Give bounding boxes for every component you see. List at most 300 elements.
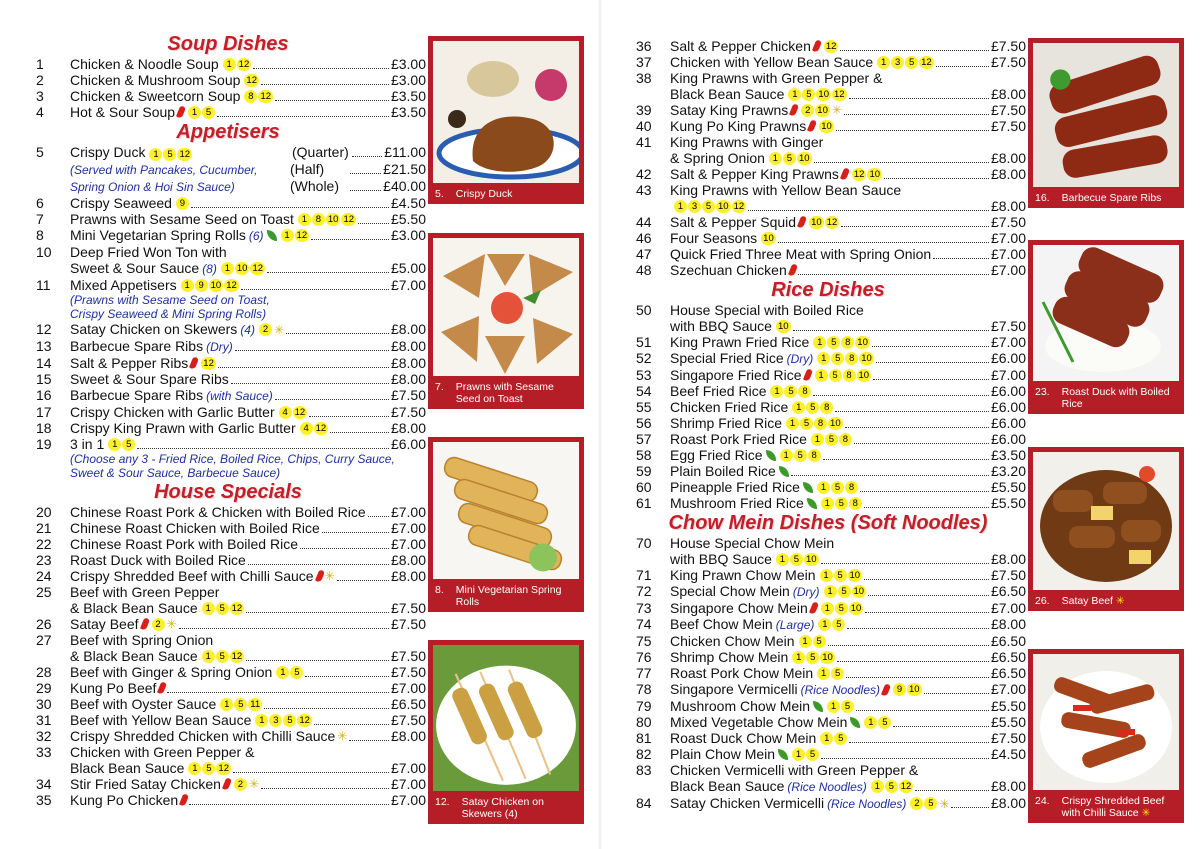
allergen-badge: 1 <box>770 385 783 398</box>
allergen-badge: 5 <box>813 635 826 648</box>
item-line <box>670 665 1026 681</box>
item-body <box>70 776 426 792</box>
dot-leader <box>235 350 389 351</box>
allergen-badge: 12 <box>252 263 264 274</box>
menu-item <box>630 415 1026 431</box>
dot-leader <box>847 628 989 629</box>
allergen-badge: 5 <box>783 152 796 165</box>
dot-leader <box>322 532 389 533</box>
item-line <box>70 404 426 420</box>
item-number: 29 <box>36 680 52 696</box>
item-price: £7.50 <box>390 404 426 420</box>
item-number: 5 <box>36 144 44 160</box>
allergen-badge: 12 <box>179 149 191 160</box>
item-number: 79 <box>636 698 652 714</box>
item-body <box>70 504 426 520</box>
allergen-badge: 5 <box>825 433 838 446</box>
item-number: 42 <box>636 166 652 182</box>
item-number: 70 <box>636 535 652 551</box>
chili-icon <box>802 368 812 381</box>
allergen-badge: 8 <box>820 401 833 414</box>
allergen-tags <box>776 320 791 333</box>
item-price: £6.50 <box>390 696 426 712</box>
item-number: 61 <box>636 495 652 511</box>
allergen-badge: 5 <box>234 698 247 711</box>
item-name: House Special Chow Mein <box>670 535 835 551</box>
menu-item <box>630 118 1026 134</box>
item-body <box>670 182 1026 214</box>
item-price: £8.00 <box>990 198 1026 214</box>
item-name: House Special with Boiled Rice <box>670 302 864 318</box>
dot-leader <box>860 491 989 492</box>
item-line <box>670 616 1026 633</box>
item-line <box>670 746 1026 762</box>
menu-item <box>30 584 426 616</box>
allergen-tags <box>824 40 839 53</box>
item-name: Quick Fried Three Meat with Spring Onion <box>670 246 932 262</box>
allergen-badge: 5 <box>834 732 847 745</box>
item-line <box>70 195 426 211</box>
allergen-badge: 5 <box>829 369 842 382</box>
item-name: Satay King Prawns <box>670 102 789 118</box>
item-line <box>670 214 1026 230</box>
item-name: Roast Pork Fried Rice <box>670 431 807 447</box>
item-portion-note: (Rice Noodles) <box>827 797 907 811</box>
item-name: Chinese Roast Pork & Chicken with Boiled Rice <box>70 504 366 520</box>
item-number: 44 <box>636 214 652 230</box>
allergen-tags <box>202 650 245 663</box>
item-name: Black Bean Sauce <box>670 778 785 794</box>
dot-leader <box>305 676 389 677</box>
menu-item <box>30 504 426 520</box>
item-portion-note: (4) <box>240 323 255 337</box>
item-line <box>670 730 1026 746</box>
allergen-tags <box>244 90 273 103</box>
item-number: 10 <box>36 244 52 260</box>
item-line <box>70 600 426 616</box>
item-name: King Prawns with Green Pepper & <box>670 70 883 86</box>
item-name: Chicken with Green Pepper & <box>70 744 255 760</box>
item-body <box>670 246 1026 262</box>
allergen-badge: 12 <box>825 40 837 52</box>
portion-label: (Half) <box>290 161 325 177</box>
allergen-tags <box>281 229 310 242</box>
allergen-badge: 5 <box>831 352 844 365</box>
item-price: £4.50 <box>990 746 1026 762</box>
allergen-badge: 10 <box>849 569 861 581</box>
menu-item <box>630 746 1026 762</box>
item-body <box>70 536 426 552</box>
item-line <box>70 776 426 792</box>
menu-item <box>30 436 426 480</box>
menu-item <box>30 195 426 211</box>
item-name: & Spring Onion <box>670 150 765 166</box>
vegetarian-leaf-icon <box>779 466 789 477</box>
item-line <box>70 744 426 760</box>
section-title: House Specials <box>154 481 302 503</box>
allergen-badge: 10 <box>210 279 222 291</box>
allergen-tags <box>788 88 846 101</box>
photo-card <box>428 437 584 612</box>
allergen-badge: 5 <box>835 602 848 615</box>
item-name: & Black Bean Sauce <box>70 648 198 664</box>
allergen-tags <box>223 58 252 71</box>
item-number: 50 <box>636 302 652 318</box>
chili-icon <box>157 681 167 694</box>
menu-item <box>30 616 426 632</box>
item-number: 21 <box>36 520 52 536</box>
item-line <box>670 302 1026 318</box>
allergen-badge: 5 <box>702 200 715 213</box>
item-price: £7.50 <box>990 118 1026 134</box>
dot-leader <box>275 100 389 101</box>
item-price: £3.00 <box>390 227 426 243</box>
item-portion-note: (8) <box>202 262 217 276</box>
allergen-badge: 1 <box>788 88 801 101</box>
menu-item <box>630 70 1026 102</box>
dot-leader <box>951 807 988 808</box>
item-number: 6 <box>36 195 44 211</box>
item-line <box>670 415 1026 431</box>
item-line <box>670 535 1026 551</box>
allergen-badge: 8 <box>814 417 827 430</box>
item-line <box>670 350 1026 367</box>
allergen-tags <box>817 667 844 680</box>
item-number: 27 <box>36 632 52 648</box>
item-body <box>670 230 1026 246</box>
item-body <box>70 728 426 744</box>
item-price: £8.00 <box>990 795 1026 811</box>
item-name: Chicken Vermicelli with Green Pepper & <box>670 762 919 778</box>
photo-caption <box>433 376 579 409</box>
allergen-badge: 3 <box>688 200 701 213</box>
menu-item <box>630 182 1026 214</box>
menu-item <box>30 680 426 696</box>
dot-leader <box>264 708 389 709</box>
allergen-badge: 10 <box>908 684 920 695</box>
allergen-badge: 2 <box>910 797 923 810</box>
allergen-badge: 2 <box>234 778 247 791</box>
menu-item <box>30 277 426 321</box>
allergen-badge: 5 <box>290 666 303 679</box>
allergen-tags <box>188 762 231 775</box>
menu-item <box>630 616 1026 633</box>
allergen-badge: 8 <box>244 90 257 103</box>
item-line <box>670 698 1026 714</box>
allergen-badge: 12 <box>294 406 306 418</box>
allergen-badge: 1 <box>108 438 121 451</box>
allergen-badge: 1 <box>820 732 833 745</box>
item-line <box>670 182 1026 198</box>
allergen-badge: 1 <box>792 401 805 414</box>
menu-item <box>30 355 426 371</box>
dot-leader <box>253 68 389 69</box>
photo-caption-label: Satay Chicken on Skewers (4) <box>461 796 544 820</box>
item-portion-note: (Dry) <box>786 352 814 366</box>
item-price: £3.50 <box>390 88 426 104</box>
allergen-tags <box>770 385 811 398</box>
item-number: 16 <box>36 387 52 403</box>
allergen-badge: 12 <box>921 56 932 68</box>
food-photo <box>433 41 579 183</box>
item-body <box>670 583 1026 600</box>
item-line <box>670 198 1026 214</box>
item-name: Singapore Fried Rice <box>670 367 802 383</box>
item-line <box>670 166 1026 182</box>
item-name: Kung Po King Prawns <box>670 118 807 134</box>
allergen-badge: 1 <box>792 651 805 664</box>
item-body <box>670 367 1026 383</box>
photo-number: 24. <box>1035 795 1050 807</box>
item-number: 84 <box>636 795 652 811</box>
menu-item <box>30 244 426 277</box>
item-number: 76 <box>636 649 652 665</box>
menu-item <box>30 387 426 404</box>
item-number: 24 <box>36 568 52 584</box>
allergen-tags <box>279 406 308 419</box>
item-name: Satay Beef <box>70 616 139 632</box>
menu-item <box>30 72 426 88</box>
allergen-badge: 10 <box>811 216 822 228</box>
item-body <box>70 387 426 404</box>
menu-item <box>630 334 1026 350</box>
item-name: Special Fried Rice <box>670 350 784 366</box>
allergen-badge: 1 <box>223 58 236 71</box>
dot-leader <box>936 66 989 67</box>
item-number: 35 <box>36 792 52 808</box>
item-number: 3 <box>36 88 44 104</box>
item-body <box>70 244 426 277</box>
photo-caption-text <box>456 584 577 608</box>
vegetarian-leaf-icon <box>778 749 788 760</box>
item-price: £7.50 <box>990 318 1026 334</box>
dot-leader <box>884 178 989 179</box>
item-price: £6.00 <box>990 415 1026 431</box>
dot-leader <box>217 116 389 117</box>
item-body <box>70 632 426 664</box>
photo-number: 7. <box>435 381 444 393</box>
dot-leader <box>828 645 989 646</box>
item-number: 39 <box>636 102 652 118</box>
photo-caption-label: Crispy Duck <box>455 188 513 200</box>
item-line <box>70 338 426 355</box>
allergen-badge: 1 <box>871 780 884 793</box>
item-price: £7.00 <box>390 520 426 536</box>
allergen-badge: 8 <box>808 449 821 462</box>
item-body <box>70 712 426 728</box>
allergen-badge: 5 <box>784 385 797 398</box>
item-name: Mini Vegetarian Spring Rolls <box>70 227 246 243</box>
item-line <box>70 568 426 584</box>
allergen-badge: 1 <box>817 352 830 365</box>
item-name: & Black Bean Sauce <box>70 600 198 616</box>
dot-leader <box>854 443 989 444</box>
item-price: £6.50 <box>990 633 1026 649</box>
item-name: Plain Boiled Rice <box>670 463 776 479</box>
photo-caption-text <box>1062 595 1177 607</box>
star-icon: ✳ <box>273 322 285 337</box>
item-body <box>670 535 1026 567</box>
menu-item <box>30 792 426 808</box>
photo-caption-text <box>1062 192 1177 204</box>
item-number: 59 <box>636 463 652 479</box>
item-price: £6.00 <box>390 436 426 452</box>
allergen-tags <box>821 602 864 615</box>
item-price: £3.00 <box>390 72 426 88</box>
item-price: £5.50 <box>990 698 1026 714</box>
item-line <box>70 161 426 178</box>
item-number: 22 <box>36 536 52 552</box>
item-body <box>670 495 1026 511</box>
item-name: Beef Chow Mein <box>670 616 773 632</box>
item-number: 46 <box>636 230 652 246</box>
allergen-badge: 1 <box>780 449 793 462</box>
chili-icon <box>797 215 807 228</box>
allergen-badge: 5 <box>806 401 819 414</box>
item-line <box>70 321 426 338</box>
item-body <box>670 38 1026 54</box>
allergen-badge: 12 <box>826 216 838 228</box>
item-number: 28 <box>36 664 52 680</box>
item-line <box>670 778 1026 795</box>
item-name: Satay Chicken on Skewers <box>70 321 238 337</box>
item-price: £7.00 <box>390 536 426 552</box>
item-name: Black Bean Sauce <box>70 760 185 776</box>
item-number: 81 <box>636 730 652 746</box>
item-price: £3.50 <box>390 104 426 120</box>
allergen-tags <box>801 104 830 117</box>
allergen-tags <box>817 481 858 494</box>
item-price: £7.00 <box>390 680 426 696</box>
menu-item <box>30 536 426 552</box>
photo-caption <box>433 791 579 824</box>
item-line <box>670 334 1026 350</box>
item-name: Beef Fried Rice <box>670 383 767 399</box>
photo-caption-label: Mini Vegetarian Spring Rolls <box>455 584 562 608</box>
item-number: 7 <box>36 211 44 227</box>
star-icon: ✳ <box>1112 595 1125 607</box>
photo-number: 5. <box>435 188 444 200</box>
item-body <box>670 698 1026 714</box>
allergen-badge: 1 <box>817 667 830 680</box>
item-name: King Prawns with Ginger <box>670 134 824 150</box>
menu-item <box>30 552 426 568</box>
chili-icon <box>812 39 822 52</box>
vegetarian-leaf-icon <box>803 482 813 493</box>
item-name: Egg Fried Rice <box>670 447 763 463</box>
menu-item <box>630 302 1026 334</box>
allergen-badge: 12 <box>853 168 865 180</box>
food-photo <box>1033 245 1179 381</box>
item-price: £8.00 <box>990 616 1026 632</box>
item-body <box>70 338 426 355</box>
vegetarian-leaf-icon <box>267 230 277 241</box>
allergen-badge: 5 <box>841 700 854 713</box>
item-name: Crispy Chicken with Garlic Butter <box>70 404 275 420</box>
menu-item <box>630 795 1026 812</box>
item-number: 14 <box>36 355 52 371</box>
dot-leader <box>167 692 389 693</box>
item-body <box>670 795 1026 812</box>
item-line <box>670 86 1026 102</box>
dot-leader <box>798 274 989 275</box>
allergen-tags <box>820 732 847 745</box>
item-price: £5.50 <box>990 495 1026 511</box>
item-number: 26 <box>36 616 52 632</box>
menu-item <box>30 712 426 728</box>
item-number: 73 <box>636 600 652 616</box>
allergen-badge: 10 <box>822 651 833 663</box>
item-line <box>70 696 426 712</box>
item-number: 20 <box>36 504 52 520</box>
allergen-tags <box>244 74 259 87</box>
item-body <box>670 649 1026 665</box>
item-name: Kung Po Chicken <box>70 792 179 808</box>
item-line <box>670 600 1026 616</box>
item-line <box>70 244 426 260</box>
allergen-tags <box>761 232 776 245</box>
allergen-tags <box>818 618 845 631</box>
allergen-tags <box>259 323 272 336</box>
dot-leader <box>814 162 989 163</box>
dot-leader <box>330 432 389 433</box>
dot-leader <box>924 693 989 694</box>
dot-leader <box>845 427 989 428</box>
photo-caption-label: Roast Duck with Boiled Rice <box>1061 386 1170 410</box>
food-photo <box>433 238 579 376</box>
item-line <box>70 260 426 277</box>
photo-caption-label: Prawns with Sesame Seed on Toast <box>455 381 554 405</box>
item-body <box>70 371 426 387</box>
allergen-badge: 8 <box>843 369 856 382</box>
photo-card <box>1028 240 1184 414</box>
dot-leader <box>337 580 389 581</box>
item-price: £7.00 <box>990 367 1026 383</box>
item-description: Spring Onion & Hoi Sin Sauce) <box>70 180 235 194</box>
right-menu-column <box>630 38 1026 812</box>
item-body <box>670 479 1026 495</box>
portion-label: (Whole) <box>290 178 340 194</box>
item-body <box>70 195 426 211</box>
item-body <box>670 415 1026 431</box>
menu-item <box>30 776 426 792</box>
item-name: Beef with Yellow Bean Sauce <box>70 712 252 728</box>
item-portion-note: (6) <box>248 229 264 243</box>
allergen-badge: 5 <box>794 449 807 462</box>
star-icon: ✳ <box>939 796 950 811</box>
item-portion-note: (Large) <box>775 618 815 632</box>
item-name: Salt & Pepper Ribs <box>70 355 189 371</box>
allergen-badge: 5 <box>834 569 847 582</box>
allergen-badge: 8 <box>312 213 325 226</box>
photo-card <box>1028 649 1184 823</box>
allergen-tags <box>221 262 265 275</box>
item-line <box>670 134 1026 150</box>
item-number: 34 <box>36 776 52 792</box>
dot-leader <box>189 804 389 805</box>
photo-number: 16. <box>1035 192 1050 204</box>
item-line <box>70 371 426 387</box>
menu-item <box>30 420 426 436</box>
menu-item <box>630 230 1026 246</box>
item-price: £8.00 <box>990 150 1026 166</box>
item-price: £8.00 <box>390 420 426 436</box>
photo-card <box>428 233 584 409</box>
item-number: 36 <box>636 38 652 54</box>
allergen-badge: 5 <box>831 481 844 494</box>
item-body <box>70 211 426 227</box>
allergen-badge: 12 <box>260 90 272 102</box>
